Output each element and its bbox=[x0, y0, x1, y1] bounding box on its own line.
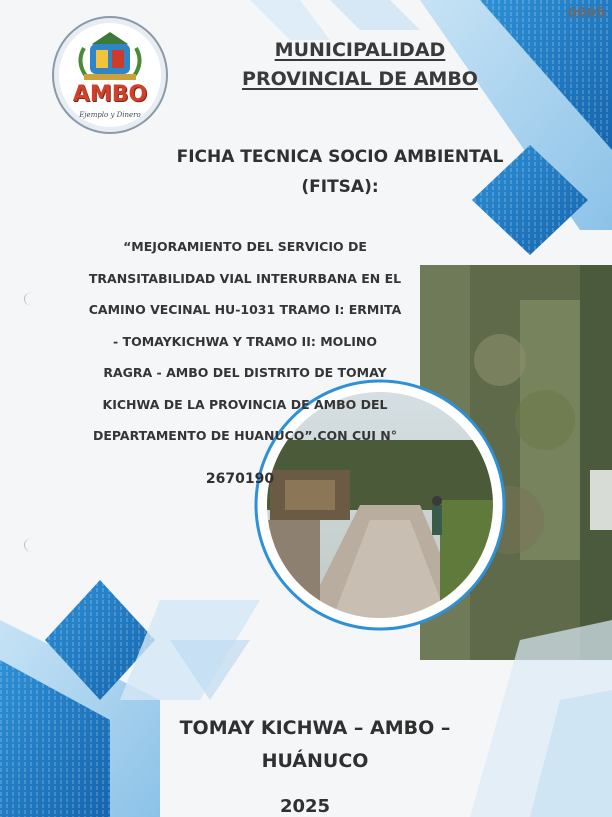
document-title bbox=[140, 142, 540, 202]
project-line: DEPARTAMENTO DE HUANUCO”.CON CUI N° bbox=[92, 428, 398, 443]
punch-hole-bottom bbox=[24, 538, 41, 552]
location bbox=[130, 712, 500, 778]
logo-motto: Ejemplo y Dinero bbox=[79, 111, 141, 119]
year: 2025 bbox=[279, 796, 331, 817]
title-line-2: (FITSA): bbox=[301, 177, 379, 197]
project-line: KICHWA DE LA PROVINCIA DE AMBO DEL bbox=[102, 396, 388, 412]
project-line: “MEJORAMIENTO DEL SERVICIO DE bbox=[123, 239, 367, 254]
location-line-2: HUÁNUCO bbox=[261, 750, 369, 772]
project-line: RAGRA - AMBO DEL DISTRITO DE TOMAY bbox=[103, 365, 387, 380]
logo-text: AMBO bbox=[72, 82, 148, 107]
project-name bbox=[58, 231, 432, 452]
punch-hole-top bbox=[24, 292, 41, 306]
title-line-1: FICHA TECNICA SOCIO AMBIENTAL bbox=[176, 147, 504, 167]
municipality-heading bbox=[225, 36, 495, 94]
project-line: TRANSITABILIDAD VIAL INTERURBANA EN EL bbox=[88, 270, 402, 286]
page-number: 0005 bbox=[567, 6, 606, 21]
project-line: - TOMAYKICHWA Y TRAMO II: MOLINO bbox=[113, 333, 377, 349]
cui-number: 2670190 bbox=[205, 471, 275, 487]
heading-line-1: MUNICIPALIDAD bbox=[274, 39, 446, 61]
project-line: CAMINO VECINAL HU-1031 TRAMO I: ERMITA bbox=[88, 302, 402, 317]
heading-line-2: PROVINCIAL DE AMBO bbox=[242, 68, 478, 90]
municipality-logo bbox=[52, 16, 168, 134]
location-line-1: TOMAY KICHWA – AMBO – bbox=[179, 717, 451, 739]
